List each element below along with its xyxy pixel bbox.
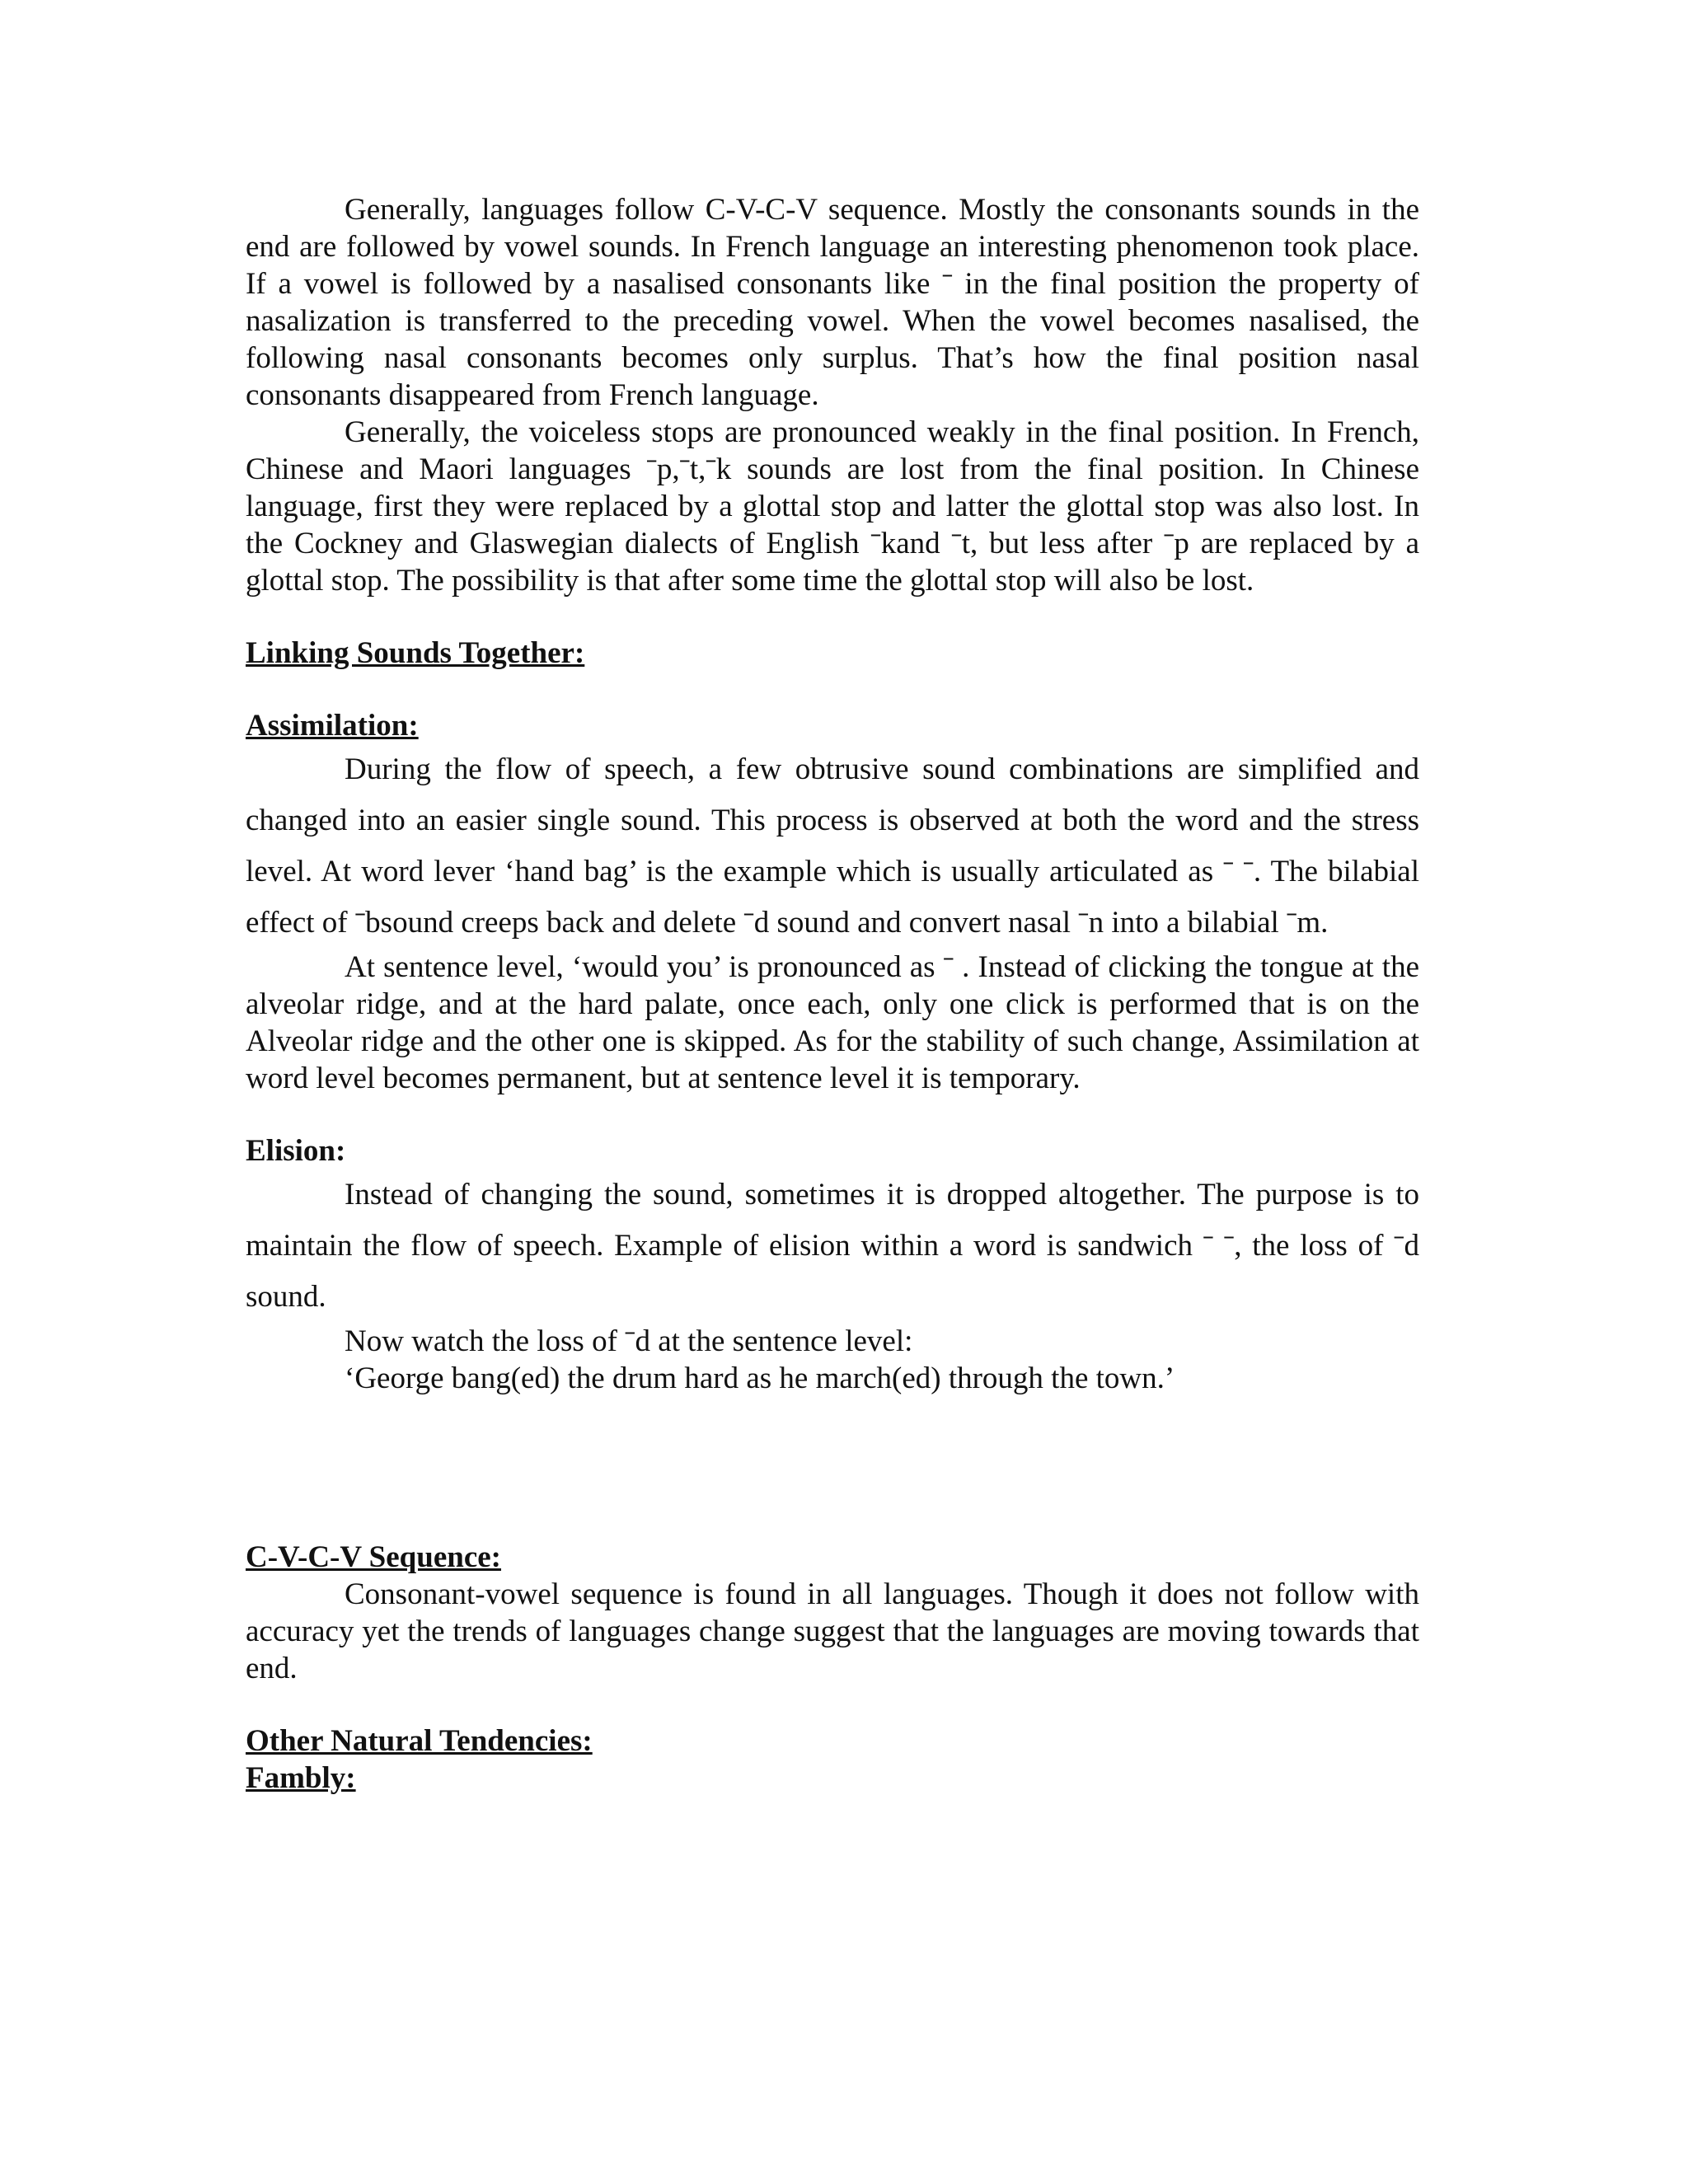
spacer (246, 1687, 1419, 1722)
heading-linking-sounds: Linking Sounds Together: (246, 636, 585, 670)
heading-cvcv-sequence: C-V-C-V Sequence: (246, 1540, 502, 1574)
heading-elision: Elision: (246, 1134, 346, 1168)
spacer (246, 1397, 1419, 1539)
paragraph-assimilation-word: During the flow of speech, a few obtrusive sound combinations are simplified and changed into an easier single sound. This process is observed at both the word and the stress level. At word lever ‘hand bag’ is the example which is usually articulated as ˉ ˉ. The bilabial effect of ˉbsound creeps back and delete ˉd sound and convert nasal ˉn into a bilabial ˉm. (246, 752, 1419, 940)
paragraph-voiceless-stops: Generally, the voiceless stops are pronounced weakly in the final position. In French, Chinese and Maori languages ˉp,ˉt,ˉk sounds are lost from the final position. In Chinese language, first they were replaced by a glottal stop and latter the glottal stop was also lost. In the Cockney and Glaswegian dialects of English ˉkand ˉt, but less after ˉp are replaced by a glottal stop. The possibility is that after some time the glottal stop will also be lost. (246, 415, 1419, 598)
spacer (246, 672, 1419, 707)
heading-fambly: Fambly: (246, 1761, 356, 1795)
paragraph-cvcv: Consonant-vowel sequence is found in all languages. Though it does not follow with accuracy yet the trends of languages change suggest that the languages are moving towards that end. (246, 1577, 1419, 1685)
paragraph-elision: Instead of changing the sound, sometimes it is dropped altogether. The purpose is to maintain the flow of speech. Example of elision within a word is sandwich ˉ ˉ, the loss of ˉd sound. (246, 1178, 1419, 1314)
elision-example-sentence: ‘George bang(ed) the drum hard as he march(ed) through the town.’ (345, 1361, 1175, 1395)
document-page (246, 191, 1419, 1797)
elision-sentence-intro: Now watch the loss of ˉd at the sentence level: (345, 1324, 913, 1358)
paragraph-assimilation-sentence: At sentence level, ‘would you’ is pronounced as ˉ . Instead of clicking the tongue at the alveolar ridge, and at the hard palate, once each, only one click is performed that is on the Alveolar ridge and the other one is skipped. As for the stability of such change, Assimilation at word level becomes permanent, but at sentence level it is temporary. (246, 950, 1419, 1095)
paragraph-final-nasal: Generally, languages follow C-V-C-V sequence. Mostly the consonants sounds in the end are followed by vowel sounds. In French language an interesting phenomenon took place. If a vowel is followed by a nasalised consonants like ˉ in the final position the property of nasalization is transferred to the preceding vowel. When the vowel becomes nasalised, the following nasal consonants becomes only surplus. That’s how the final position nasal consonants disappeared from French language. (246, 193, 1419, 412)
heading-assimilation: Assimilation: (246, 709, 419, 743)
heading-other-tendencies: Other Natural Tendencies: (246, 1724, 593, 1758)
spacer (246, 1097, 1419, 1132)
spacer (246, 599, 1419, 635)
